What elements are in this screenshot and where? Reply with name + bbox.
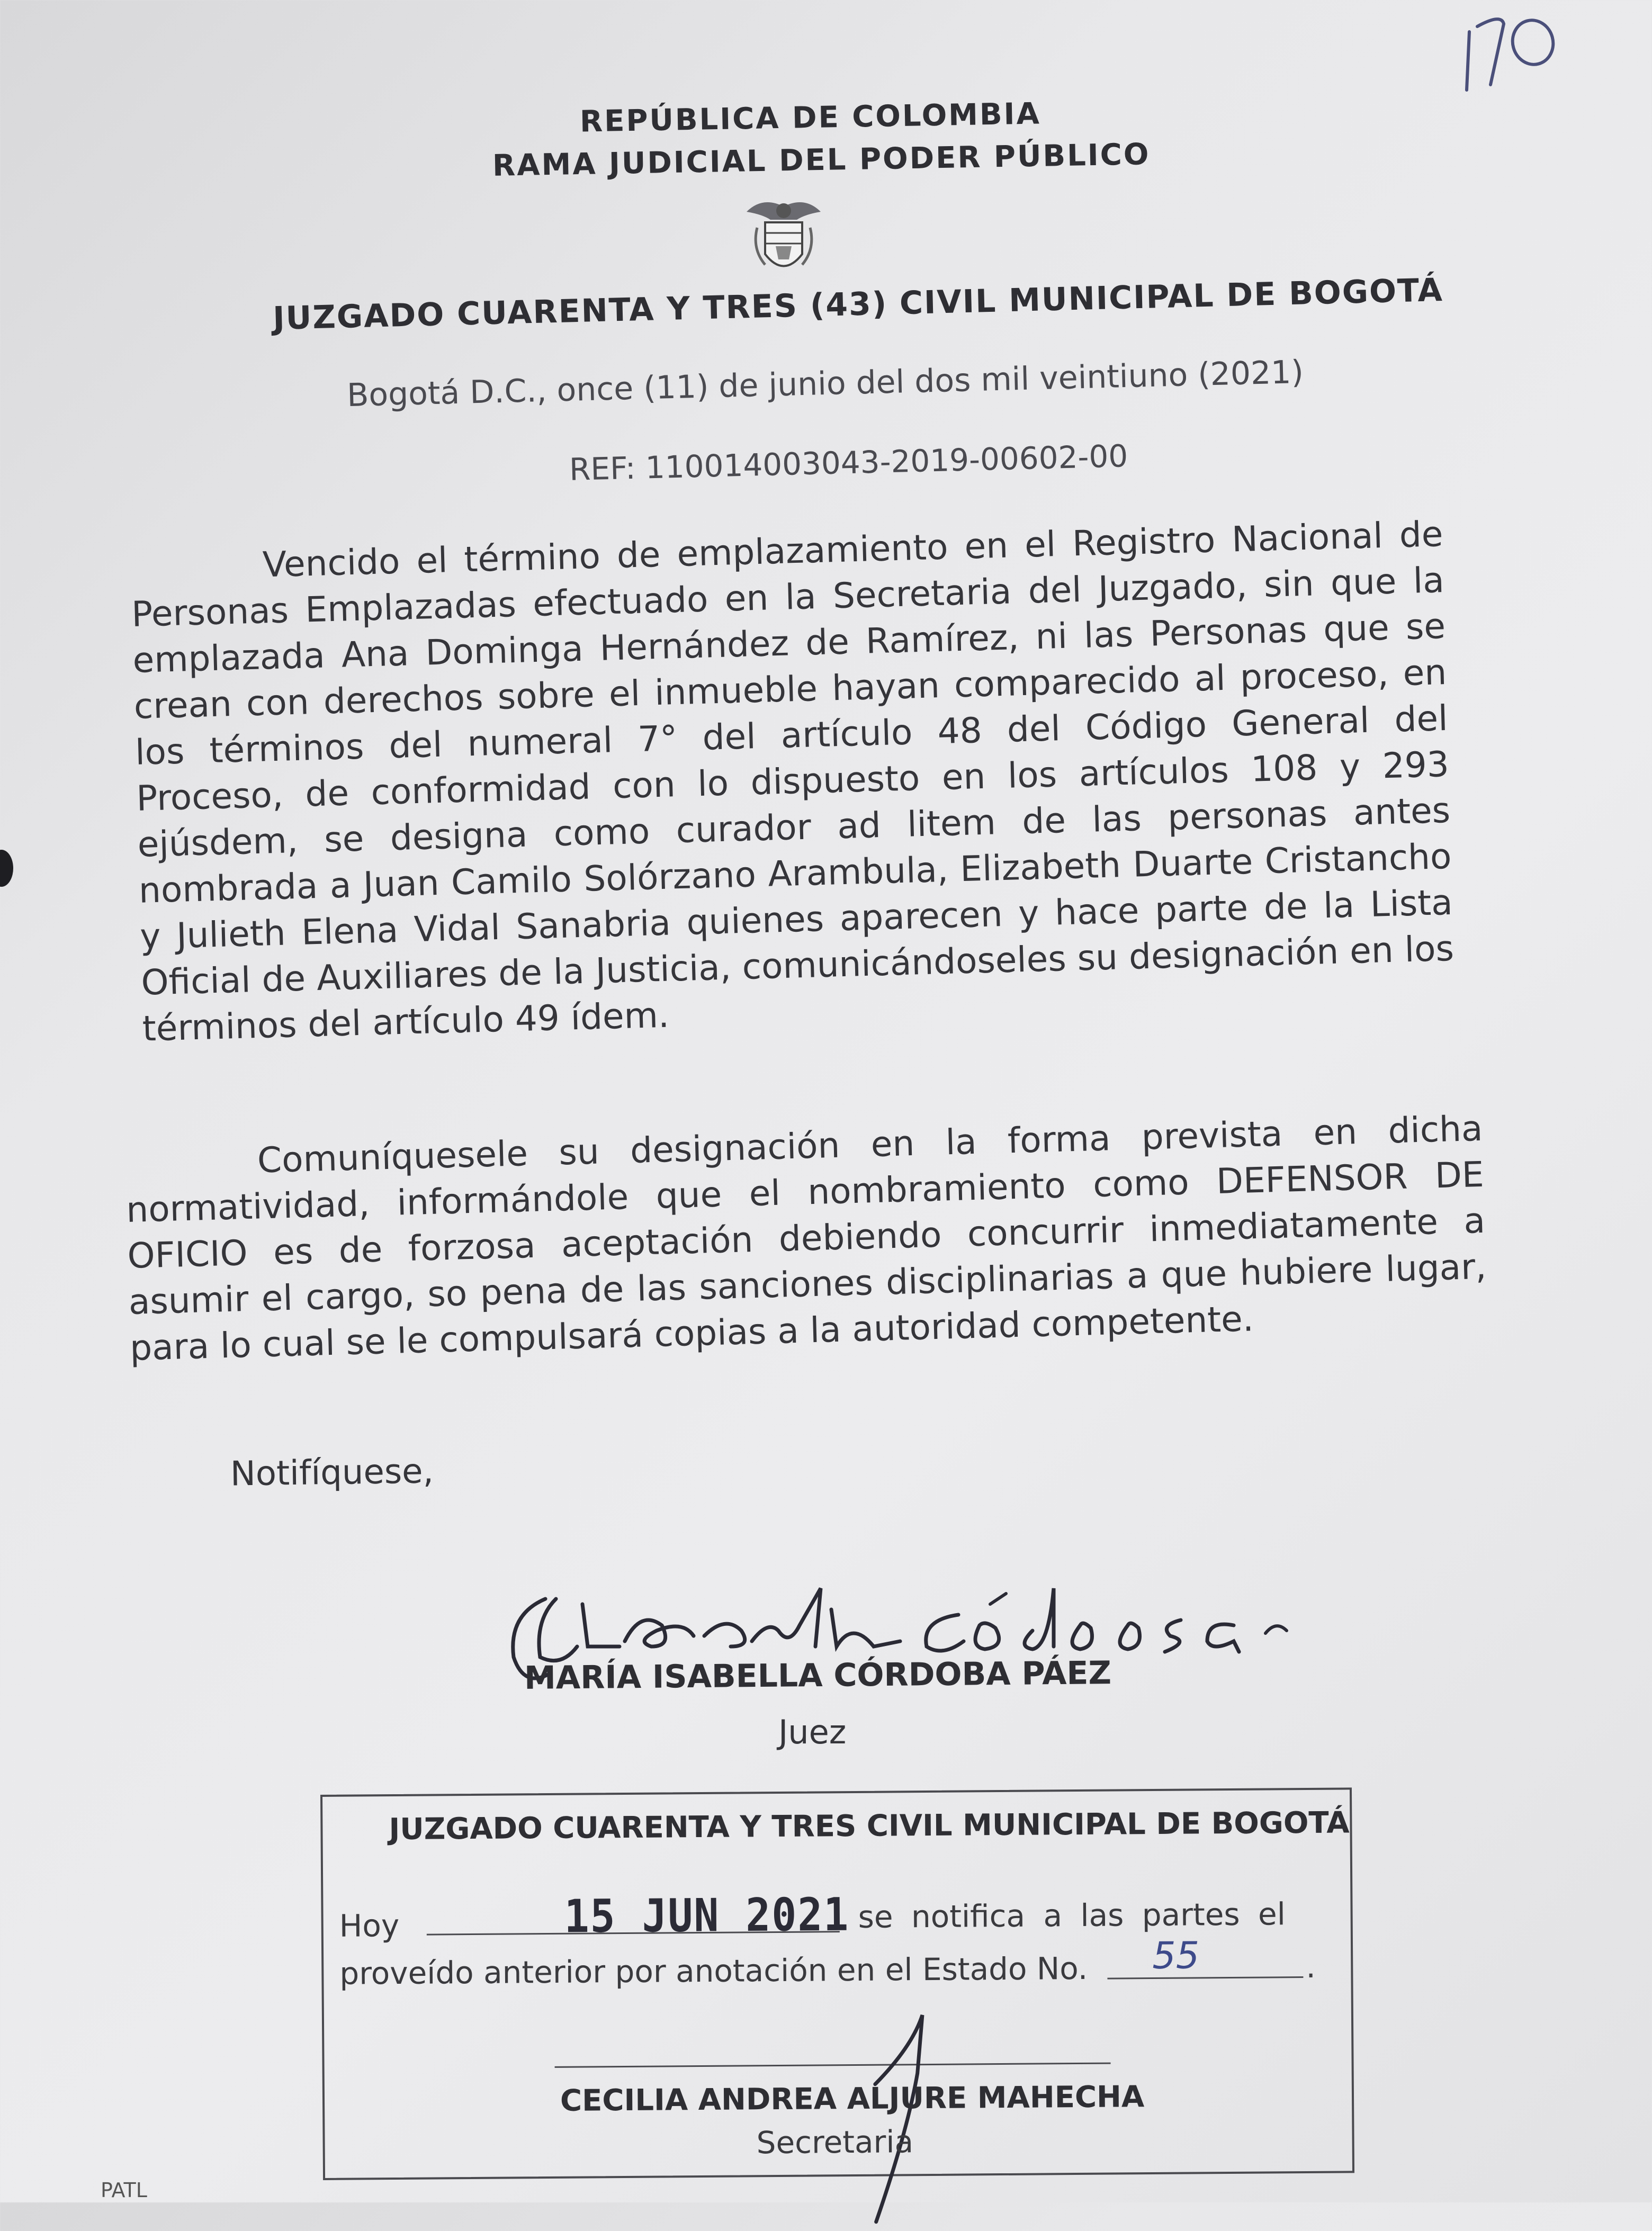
footer-mark: PATL (101, 2179, 147, 2202)
secretary-role: Secretaria (756, 2124, 914, 2161)
secretary-name: CECILIA ANDREA ALJURE MAHECHA (560, 2080, 1145, 2118)
folio-number-handwritten (1453, 11, 1559, 95)
judge-role: Juez (778, 1713, 847, 1751)
date-stamp: 15 JUN 2021 (564, 1888, 850, 1944)
hoy-label: Hoy (339, 1907, 400, 1944)
body-paragraph-1: Vencido el término de emplazamiento en el Registro Nacional de Personas Emplazadas efectuado en la Secretaria del Juzgado, sin que la emplazada Ana Dominga Hernández de Ramírez, ni las Personas que se crean con derechos sobre el inmueble hayan comparecido al proceso, en los términos del numeral 7° del artículo 48 del Código General del Proceso, de conformidad con lo dispuesto en los artículos 108 y 293 ejúsdem, se designa como curador ad litem de las personas antes nombrada a Juan Camilo Solórzano Arambula, Elizabeth Duarte Cristancho y Julieth Elena Vidal Sanabria quienes aparecen y hace parte de la Lista Oficial de Auxiliares de la Justicia, comunicándoseles su designación en los términos del artículo 49 ídem. (131, 514, 1455, 1049)
colombia-coat-of-arms-icon (736, 191, 831, 286)
header-branch: RAMA JUDICIAL DEL PODER PÚBLICO (492, 137, 1151, 183)
case-reference: REF: 110014003043-2019-00602-00 (569, 438, 1128, 488)
secretary-signature-line (555, 2062, 1111, 2068)
notice-text-a: se notifica a las partes el (858, 1896, 1286, 1935)
judge-name: MARÍA ISABELLA CÓRDOBA PÁEZ (524, 1654, 1112, 1697)
estado-period: . (1306, 1948, 1316, 1985)
notification-box (320, 1787, 1354, 2180)
court-title: JUZGADO CUARENTA Y TRES (43) CIVIL MUNICIPAL DE BOGOTÁ (272, 272, 1444, 337)
punch-hole (0, 850, 13, 887)
document-date: Bogotá D.C., once (11) de junio del dos mil veintiuno (2021) (346, 353, 1304, 415)
notice-text-b: proveído anterior por anotación en el Estado No. (339, 1950, 1088, 1992)
body-paragraph-2: Comuníquesele su designación en la forma prevista en dicha normatividad, informándole que el nombramiento como DEFENSOR DE OFICIO es de forzosa aceptación debiendo concurrir inmediatamente a asumir el cargo, so pena de las sanciones disciplinarias a que hubiere lugar, para lo cual se le compulsará copias a la autoridad competente. (125, 1108, 1487, 1369)
estado-number-handwritten: 55 (1152, 1933, 1200, 1978)
closing-notify: Notifíquese, (230, 1452, 434, 1494)
estado-underline (1107, 1975, 1303, 1980)
header-country: REPÚBLICA DE COLOMBIA (579, 96, 1042, 139)
notice-box-title: JUZGADO CUARENTA Y TRES CIVIL MUNICIPAL DE BOGOTÁ (389, 1805, 1350, 1847)
